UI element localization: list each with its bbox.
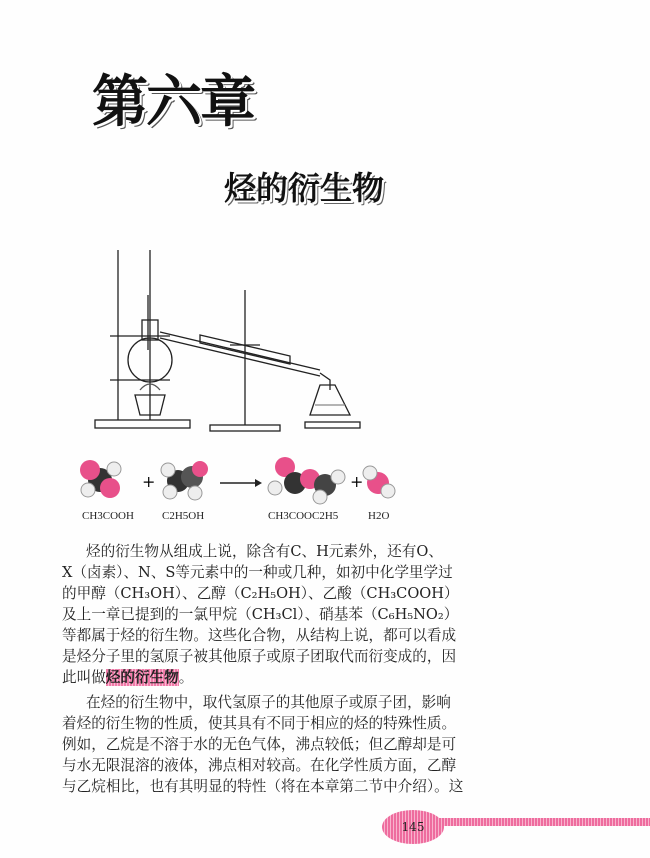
text-line: 是烃分子里的氢原子被其他原子或原子团取代而衍变成的，因 xyxy=(62,648,457,665)
decorative-stripe xyxy=(430,818,650,826)
text-line: 在烃的衍生物中，取代氢原子的其他原子或原子团，影响 xyxy=(86,694,451,711)
text: 此叫做 xyxy=(62,669,106,686)
label-ethanol: C2H5OH xyxy=(162,510,205,522)
acetic-acid-molecule xyxy=(80,460,121,498)
text-line: 的甲醇（CH₃OH）、乙醇（C₂H₅OH）、乙酸（CH₃COOH） xyxy=(62,585,459,602)
highlighted-term: 烃的衍生物 xyxy=(105,669,179,686)
chapter-title: 烃的衍生物 xyxy=(224,169,385,207)
page-number: 145 xyxy=(382,810,444,844)
distillation-apparatus-illustration xyxy=(90,240,390,435)
text: 。 xyxy=(178,669,194,686)
text-line: 与乙烷相比，也有其明显的特性（将在本章第二节中介绍）。这 xyxy=(62,778,464,795)
plus-sign: + xyxy=(142,472,156,491)
text-line: 着烃的衍生物的性质，使其具有不同于相应的烃的特殊性质。 xyxy=(62,715,457,732)
plus-sign: + xyxy=(350,472,364,491)
esterification-equation-molecules xyxy=(70,455,410,510)
text-line: 与水无限混溶的液体，沸点相对较高。在化学性质方面，乙醇 xyxy=(62,757,457,774)
water-molecule xyxy=(363,466,395,498)
text-line: 等都属于烃的衍生物。这些化合物，从结构上说，都可以看成 xyxy=(62,627,457,644)
ethyl-acetate-molecule xyxy=(268,457,345,504)
text-line: 例如，乙烷是不溶于水的无色气体，沸点较低；但乙醇却是可 xyxy=(62,736,457,753)
label-acetic-acid: CH3COOH xyxy=(82,510,134,522)
label-water: H2O xyxy=(368,510,390,522)
label-ethyl-acetate: CH3COOC2H5 xyxy=(268,510,339,522)
ethanol-molecule xyxy=(161,461,208,500)
body-text xyxy=(62,541,622,797)
text-line: X（卤素）、N、S等元素中的一种或几种，如初中化学里学过 xyxy=(62,564,453,581)
text-line: 及上一章已提到的一氯甲烷（CH₃Cl）、硝基苯（C₆H₅NO₂） xyxy=(62,606,459,623)
text-line xyxy=(62,667,622,688)
reaction-arrow xyxy=(220,479,262,487)
text-line: 烃的衍生物从组成上说，除含有C、H元素外，还有O、 xyxy=(86,543,443,560)
chapter-number: 第六章 xyxy=(92,70,254,135)
